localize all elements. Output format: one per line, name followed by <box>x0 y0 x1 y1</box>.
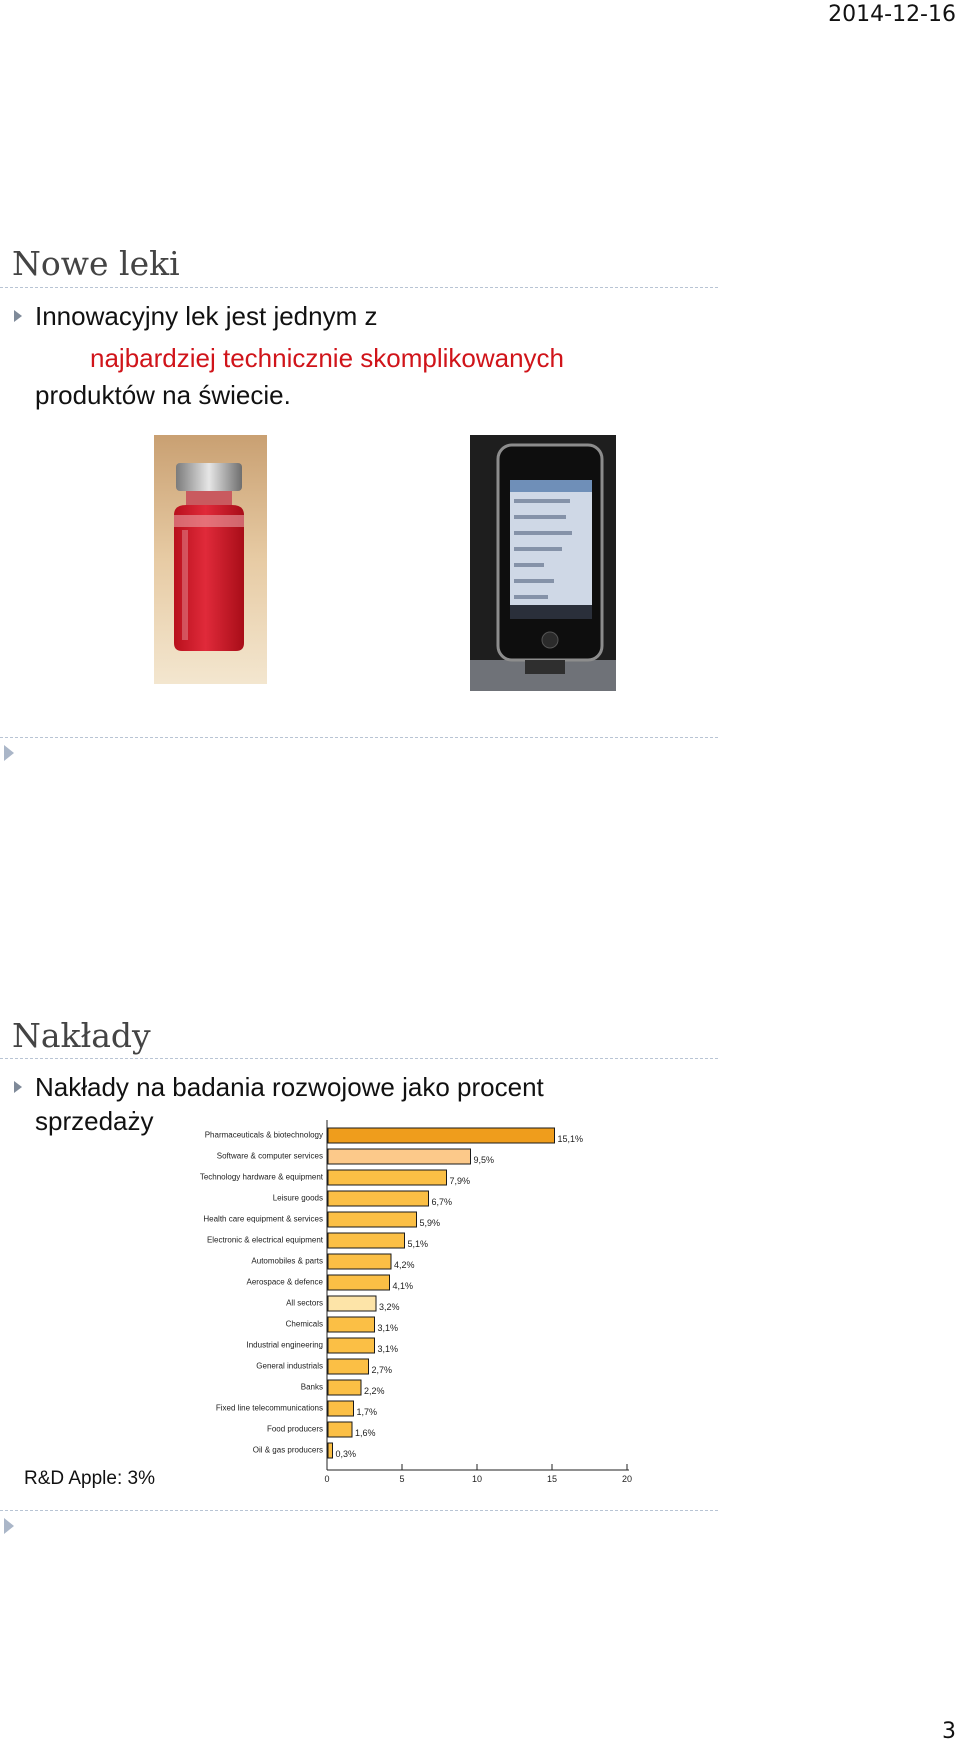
value-label-9: 3,1% <box>377 1323 399 1333</box>
value-label-4: 5,9% <box>419 1218 441 1228</box>
slide2-title-rule <box>0 1058 718 1059</box>
value-label-15: 0,3% <box>335 1449 357 1459</box>
x-tick-label-1: 5 <box>399 1474 405 1484</box>
bar-3 <box>328 1191 429 1206</box>
value-label-10: 3,1% <box>377 1344 399 1354</box>
category-label-3: Leisure goods <box>272 1193 323 1203</box>
medicine-vial-image <box>154 435 267 684</box>
value-label-8: 3,2% <box>379 1302 400 1312</box>
category-label-14: Food producers <box>266 1424 323 1434</box>
category-label-9: Chemicals <box>285 1319 323 1329</box>
smartphone-image <box>470 435 616 691</box>
category-label-0: Pharmaceuticals & biotechnology <box>204 1130 323 1140</box>
category-label-12: Banks <box>300 1382 323 1392</box>
value-label-2: 7,9% <box>449 1176 471 1186</box>
category-label-6: Automobiles & parts <box>251 1256 323 1266</box>
slide-title-naklady: Nakłady <box>12 1016 151 1055</box>
value-label-12: 2,2% <box>364 1386 385 1396</box>
rd-spending-bar-chart <box>199 1110 640 1500</box>
value-label-0: 15,1% <box>557 1134 584 1144</box>
value-label-14: 1,6% <box>355 1428 376 1438</box>
bullet-arrow-icon <box>14 1081 22 1093</box>
slide1-title-rule <box>0 287 718 288</box>
slide-nav-arrow-icon <box>4 1518 14 1534</box>
value-label-1: 9,5% <box>473 1155 495 1165</box>
bar-2 <box>328 1170 447 1185</box>
value-label-6: 4,2% <box>394 1260 415 1270</box>
category-label-13: Fixed line telecommunications <box>215 1403 323 1413</box>
x-tick-label-3: 15 <box>546 1474 558 1484</box>
page-number: 3 <box>942 1719 956 1744</box>
bar-8 <box>328 1296 376 1311</box>
category-label-11: General industrials <box>256 1361 323 1371</box>
bar-6 <box>328 1254 391 1269</box>
bullet-text-line2-highlight: najbardziej technicznie skomplikowanych <box>90 343 565 373</box>
date-label: 2014-12-16 <box>828 2 956 27</box>
bar-0 <box>328 1128 555 1143</box>
category-label-10: Industrial engineering <box>246 1340 323 1350</box>
bullet-arrow-icon <box>14 310 22 322</box>
slide-nav-arrow-icon <box>4 745 14 761</box>
category-label-1: Software & computer services <box>216 1151 323 1161</box>
value-label-11: 2,7% <box>371 1365 393 1375</box>
slide2-bottom-rule <box>0 1510 718 1511</box>
category-label-4: Health care equipment & services <box>203 1214 323 1224</box>
value-label-7: 4,1% <box>392 1281 414 1291</box>
bar-5 <box>328 1233 405 1248</box>
bar-15 <box>328 1443 333 1458</box>
x-tick-label-2: 10 <box>471 1474 483 1484</box>
bar-11 <box>328 1359 369 1374</box>
bullet-text-line1: Innowacyjny lek jest jednym z <box>35 301 378 331</box>
category-label-7: Aerospace & defence <box>246 1277 323 1287</box>
bar-9 <box>328 1317 375 1332</box>
value-label-13: 1,7% <box>356 1407 378 1417</box>
bar-12 <box>328 1380 361 1395</box>
bullet-text-line1: Nakłady na badania rozwojowe jako procent <box>35 1072 544 1102</box>
apple-rd-note: R&D Apple: 3% <box>24 1468 155 1489</box>
category-label-8: All sectors <box>286 1298 323 1308</box>
x-tick-label-0: 0 <box>324 1474 330 1484</box>
slide1-bottom-rule <box>0 737 718 738</box>
value-label-3: 6,7% <box>431 1197 453 1207</box>
category-label-5: Electronic & electrical equipment <box>206 1235 323 1245</box>
x-tick-label-4: 20 <box>621 1474 633 1484</box>
slide-title-nowe-leki: Nowe leki <box>12 244 180 283</box>
value-label-5: 5,1% <box>407 1239 429 1249</box>
bar-14 <box>328 1422 352 1437</box>
category-label-2: Technology hardware & equipment <box>199 1172 323 1182</box>
bar-4 <box>328 1212 417 1227</box>
bar-1 <box>328 1149 471 1164</box>
bar-10 <box>328 1338 375 1353</box>
bullet-text-line3: produktów na świecie. <box>35 380 291 410</box>
bullet-text-line2: sprzedaży <box>35 1106 154 1136</box>
bar-13 <box>328 1401 354 1416</box>
bar-7 <box>328 1275 390 1290</box>
category-label-15: Oil & gas producers <box>252 1445 323 1455</box>
